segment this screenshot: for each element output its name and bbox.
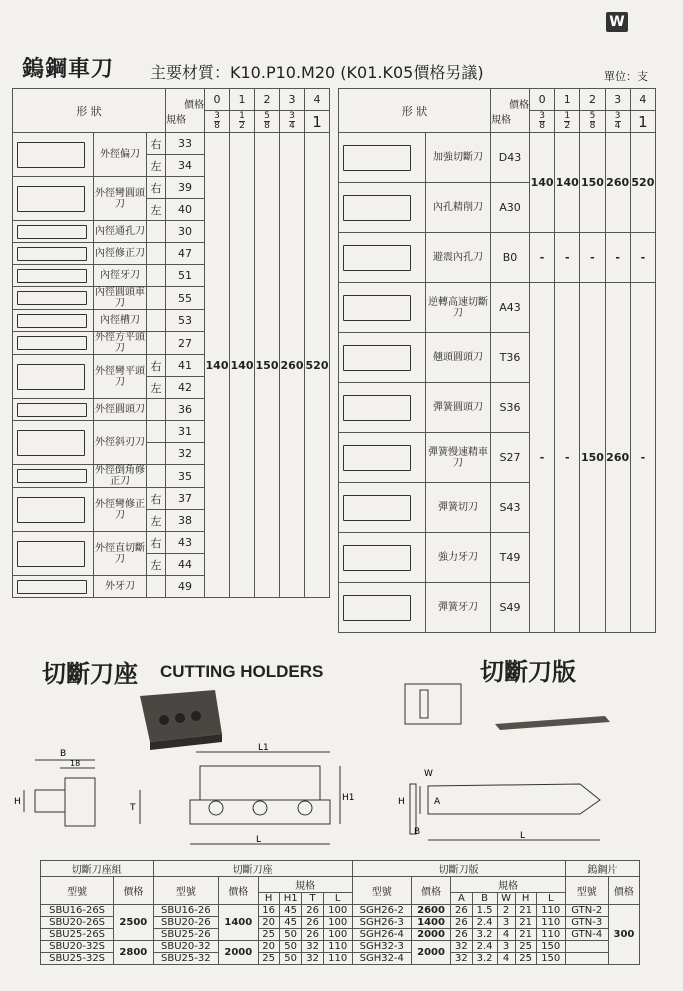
tool-name: 外徑彎平頭刀: [94, 355, 147, 399]
table-cell: 21: [515, 917, 536, 929]
spec-code: S49: [491, 583, 530, 633]
side-cell: [147, 332, 166, 355]
table-cell: 110: [323, 941, 352, 953]
table-cell: 45: [279, 905, 302, 917]
table-cell: SBU20-26: [153, 917, 219, 929]
price-0: -: [530, 283, 555, 633]
table-row: [13, 133, 330, 155]
cutting-holder-title: 切斷刀座: [42, 660, 138, 688]
tool-sketch: [13, 310, 94, 332]
table-cell: 20: [258, 941, 279, 953]
tool-sketch: [13, 355, 94, 399]
price-spec-header: 價格 規格: [491, 89, 530, 133]
table-cell: 20: [258, 917, 279, 929]
tool-sketch: [339, 233, 426, 283]
cutoff-blade-title: 切斷刀版: [480, 658, 576, 686]
side-cell: [147, 243, 166, 265]
table-cell: SBU16-26S: [41, 905, 114, 917]
table-cell: 2000: [219, 941, 258, 965]
tool-name: 內徑牙刀: [94, 265, 147, 287]
dim-b: B: [60, 749, 67, 759]
table-cell: SGH26-4: [352, 929, 411, 941]
tool-sketch: [13, 265, 94, 287]
side-cell: 左: [147, 199, 166, 221]
tool-sketch: [13, 576, 94, 598]
tool-sketch: [13, 465, 94, 488]
side-cell: 左: [147, 554, 166, 576]
table-cell: 50: [279, 929, 302, 941]
side-cell: [147, 399, 166, 421]
table-cell: 2.4: [472, 917, 497, 929]
size-4: 1: [630, 111, 655, 133]
blade-drawing: [410, 784, 600, 840]
table-row: [339, 133, 656, 183]
side-cell: 左: [147, 510, 166, 532]
side-cell: [147, 576, 166, 598]
price-1: 140: [555, 133, 580, 233]
spec-code: 37: [166, 488, 205, 510]
spec-code: A43: [491, 283, 530, 333]
page-title: 鎢鋼車刀: [22, 57, 115, 82]
table-cell: 切斷刀版: [352, 861, 565, 877]
dim-t: T: [130, 803, 136, 813]
spec-code: 47: [166, 243, 205, 265]
price-4: -: [630, 233, 655, 283]
spec-code: 35: [166, 465, 205, 488]
tool-sketch: [339, 383, 426, 433]
table-cell: 26: [302, 917, 323, 929]
price-0: -: [530, 233, 555, 283]
price-2: -: [580, 233, 605, 283]
holder-spec-table: [40, 860, 640, 965]
table-cell: GTN-4: [565, 929, 608, 941]
size-1: $\frac{1}{2}$: [230, 111, 255, 133]
table-cell: 32: [302, 953, 323, 965]
table-cell: 2600: [411, 905, 450, 917]
spec-code: S27: [491, 433, 530, 483]
side-cell: [147, 443, 166, 465]
table-cell: 26: [302, 905, 323, 917]
table-cell: SBU25-26: [153, 929, 219, 941]
table-cell: 鎢鋼片: [565, 861, 639, 877]
table-cell: SBU20-32S: [41, 941, 114, 953]
tool-name: 外牙刀: [94, 576, 147, 598]
table-cell: 26: [451, 929, 472, 941]
table-cell: 3: [497, 917, 515, 929]
tool-sketch: [13, 243, 94, 265]
right-tool-table: 形 狀 價格 規格 0 1 2 3 4 $\frac{3}{8}$ $\frac{1}{2}$ $\frac{5}{8}$ $\frac{3}{4}$ 1 加強切斷刀 D43 140 140 150 260 520 內孔精削刀 A30 避震內孔刀 B0 - - - - - 逆轉高速切斷刀 A43 - - 150 260 - 翹頭圓頭刀 T36 彈簧圓頭刀 S36 彈簧慢速精車刀 S27 彈簧切刀 S43 強力牙刀 T49 彈簧牙刀 S49: [338, 88, 656, 633]
col-3: 3: [280, 89, 305, 111]
tool-sketch: [13, 332, 94, 355]
tool-name: 彈簧牙刀: [426, 583, 491, 633]
table-cell: SBU25-26S: [41, 929, 114, 941]
price-0: 140: [205, 133, 230, 598]
shape-header: 形 狀: [13, 89, 166, 133]
tool-name: 避震內孔刀: [426, 233, 491, 283]
table-cell: SGH26-2: [352, 905, 411, 917]
table-cell: 26: [451, 917, 472, 929]
dim-l2: L: [520, 831, 526, 841]
table-cell: 3: [497, 941, 515, 953]
table-cell: 32: [451, 941, 472, 953]
holder-photo: [140, 690, 222, 750]
tool-sketch: [13, 532, 94, 576]
table-cell: GTN-3: [565, 917, 608, 929]
cutting-holder-title-en: CUTTING HOLDERS: [160, 662, 324, 681]
spec-code: A30: [491, 183, 530, 233]
holder-drawings: [0, 680, 683, 860]
tool-name: 外徑偏刀: [94, 133, 147, 177]
table-cell: 2800: [114, 941, 153, 965]
table-cell: SGH32-4: [352, 953, 411, 965]
table-cell: 50: [279, 941, 302, 953]
blade-holder-diagram: [405, 684, 461, 724]
spec-code: 32: [166, 443, 205, 465]
price-4: 520: [630, 133, 655, 233]
table-cell: B: [472, 893, 497, 905]
table-cell: 切斷刀座組: [41, 861, 154, 877]
tool-sketch: [339, 183, 426, 233]
table-cell: 32: [451, 953, 472, 965]
tool-sketch: [13, 133, 94, 177]
table-cell: 2: [497, 905, 515, 917]
table-cell: 規格: [258, 877, 352, 893]
tool-name: 外徑彎圓頭刀: [94, 177, 147, 221]
dim-w: W: [424, 769, 433, 779]
table-cell: 45: [279, 917, 302, 929]
size-2: $\frac{5}{8}$: [580, 111, 605, 133]
table-cell: 150: [536, 941, 565, 953]
col-4: 4: [305, 89, 330, 111]
table-cell: [565, 953, 608, 965]
table-cell: 110: [536, 917, 565, 929]
side-cell: [147, 421, 166, 443]
side-cell: [147, 310, 166, 332]
tool-sketch: [13, 177, 94, 221]
table-cell: 價格: [219, 877, 258, 905]
table-cell: A: [451, 893, 472, 905]
col-1: 1: [230, 89, 255, 111]
spec-code: 53: [166, 310, 205, 332]
tool-name: 內徑修正刀: [94, 243, 147, 265]
tool-name: 內孔精削刀: [426, 183, 491, 233]
unit-label: 單位：支: [604, 70, 648, 83]
table-cell: L: [536, 893, 565, 905]
dim-b2: B: [414, 827, 421, 837]
tool-name: 內徑圓頭車刀: [95, 287, 145, 309]
table-cell: W: [497, 893, 515, 905]
price-1: -: [555, 233, 580, 283]
spec-code: 36: [166, 399, 205, 421]
tool-sketch: [13, 287, 94, 310]
side-cell: 右: [147, 355, 166, 377]
tool-name: 外徑直切斷刀: [94, 532, 147, 576]
size-3: $\frac{3}{4}$: [280, 111, 305, 133]
price-0: 140: [530, 133, 555, 233]
size-2: $\frac{5}{8}$: [255, 111, 280, 133]
spec-code: 31: [166, 421, 205, 443]
table-cell: 型號: [153, 877, 219, 905]
tool-name: 外徑方平頭刀: [95, 332, 145, 354]
tool-sketch: [339, 583, 426, 633]
tool-name: 外徑斜刃刀: [94, 421, 147, 465]
tool-sketch: [13, 421, 94, 465]
table-row: [41, 905, 640, 917]
table-cell: 100: [323, 917, 352, 929]
tool-sketch: [339, 133, 426, 183]
table-cell: 1.5: [472, 905, 497, 917]
col-0: 0: [205, 89, 230, 111]
table-cell: 型號: [41, 877, 114, 905]
spec-code: 41: [166, 355, 205, 377]
left-tool-table: [12, 88, 330, 598]
spec-code: 42: [166, 377, 205, 399]
price-3: -: [605, 233, 630, 283]
table-cell: T: [302, 893, 323, 905]
size-0: $\frac{3}{8}$: [530, 111, 555, 133]
table-cell: 110: [536, 929, 565, 941]
spec-code: 27: [166, 332, 205, 355]
tool-sketch: [339, 283, 426, 333]
spec-code: 33: [166, 133, 205, 155]
tool-name: 彈簧慢速精車刀: [426, 433, 491, 483]
table-cell: 2500: [114, 905, 153, 941]
table-cell: SBU20-32: [153, 941, 219, 953]
table-cell: 110: [323, 953, 352, 965]
table-cell: 3.2: [472, 953, 497, 965]
dim-h1: H1: [342, 793, 355, 803]
table-cell: 型號: [565, 877, 608, 905]
tool-name: 外徑彎修正刀: [94, 488, 147, 532]
table-row: [339, 233, 656, 283]
tool-name: 逆轉高速切斷刀: [426, 283, 491, 333]
side-cell: [147, 465, 166, 488]
table-cell: 4: [497, 953, 515, 965]
size-4: 1: [305, 111, 330, 133]
table-cell: SGH26-3: [352, 917, 411, 929]
table-cell: 100: [323, 905, 352, 917]
tool-name: 加強切斷刀: [426, 133, 491, 183]
table-cell: 規格: [451, 877, 565, 893]
tool-sketch: [339, 433, 426, 483]
tool-name: 內徑槽刀: [94, 310, 147, 332]
table-cell: H: [515, 893, 536, 905]
table-row: [339, 283, 656, 333]
tool-sketch: [13, 221, 94, 243]
table-cell: GTN-2: [565, 905, 608, 917]
table-cell: 1400: [411, 917, 450, 929]
table-cell: L: [323, 893, 352, 905]
spec-code: 49: [166, 576, 205, 598]
side-cell: 左: [147, 155, 166, 177]
price-2: 150: [580, 133, 605, 233]
table-cell: 100: [323, 929, 352, 941]
price-4: 520: [305, 133, 330, 598]
table-cell: 25: [515, 953, 536, 965]
spec-code: 30: [166, 221, 205, 243]
material-note: 主要材質：K10.P10.M20 (K01.K05價格另議): [150, 63, 484, 82]
spec-code: 43: [166, 532, 205, 554]
price-3: 260: [605, 133, 630, 233]
price-1: 140: [230, 133, 255, 598]
table-cell: SBU16-26: [153, 905, 219, 917]
side-cell: [147, 221, 166, 243]
size-3: $\frac{3}{4}$: [605, 111, 630, 133]
spec-code: T49: [491, 533, 530, 583]
table-cell: 110: [536, 905, 565, 917]
table-cell: 1400: [219, 905, 258, 941]
size-1: $\frac{1}{2}$: [555, 111, 580, 133]
spec-code: 40: [166, 199, 205, 221]
col-2: 2: [255, 89, 280, 111]
price-1: -: [555, 283, 580, 633]
table-cell: 26: [302, 929, 323, 941]
table-cell: 150: [536, 953, 565, 965]
table-cell: 50: [279, 953, 302, 965]
spec-code: 39: [166, 177, 205, 199]
tool-sketch: [13, 488, 94, 532]
price-spec-header: 價格 規格: [166, 89, 205, 133]
price-2: 150: [580, 283, 605, 633]
tool-name: 外徑倒角修正刀: [95, 465, 145, 487]
tool-name: 彈簧切刀: [426, 483, 491, 533]
dim-l: L: [256, 835, 262, 845]
table-cell: 3.2: [472, 929, 497, 941]
side-cell: 右: [147, 488, 166, 510]
table-cell: SBU20-26S: [41, 917, 114, 929]
side-cell: [147, 265, 166, 287]
side-cell: [147, 287, 166, 310]
table-cell: 26: [451, 905, 472, 917]
tool-name: 彈簧圓頭刀: [426, 383, 491, 433]
table-cell: 300: [608, 905, 639, 965]
table-cell: 16: [258, 905, 279, 917]
dim-18: 18: [70, 759, 81, 768]
dim-a: A: [434, 797, 441, 807]
side-cell: 右: [147, 177, 166, 199]
table-cell: 32: [302, 941, 323, 953]
table-row: [41, 941, 640, 953]
spec-code: B0: [491, 233, 530, 283]
size-0: $\frac{3}{8}$: [205, 111, 230, 133]
price-4: -: [630, 283, 655, 633]
side-cell: 左: [147, 377, 166, 399]
blade-photo: [495, 716, 610, 730]
tool-sketch: [13, 399, 94, 421]
table-cell: 價格: [608, 877, 639, 905]
tool-sketch: [339, 483, 426, 533]
table-cell: SBU25-32S: [41, 953, 114, 965]
price-3: 260: [605, 283, 630, 633]
table-cell: 21: [515, 929, 536, 941]
spec-code: 34: [166, 155, 205, 177]
tool-name: 內徑通孔刀: [94, 221, 147, 243]
spec-code: 38: [166, 510, 205, 532]
table-cell: 2.4: [472, 941, 497, 953]
spec-code: D43: [491, 133, 530, 183]
table-cell: 4: [497, 929, 515, 941]
dim-h2: H: [398, 797, 405, 807]
spec-code: 44: [166, 554, 205, 576]
spec-code: S43: [491, 483, 530, 533]
side-cell: 右: [147, 133, 166, 155]
tool-sketch: [339, 533, 426, 583]
table-cell: 25: [258, 929, 279, 941]
dim-l1: L1: [258, 743, 269, 753]
brand-logo: W: [606, 12, 628, 32]
table-cell: SGH32-3: [352, 941, 411, 953]
table-cell: 切斷刀座: [153, 861, 352, 877]
table-cell: SBU25-32: [153, 953, 219, 965]
spec-code: S36: [491, 383, 530, 433]
dim-h: H: [14, 797, 21, 807]
table-cell: 25: [258, 953, 279, 965]
price-2: 150: [255, 133, 280, 598]
table-cell: H: [258, 893, 279, 905]
spec-code: 51: [166, 265, 205, 287]
table-cell: 價格: [411, 877, 450, 905]
table-cell: 2000: [411, 929, 450, 941]
tool-name: 外徑圓頭刀: [94, 399, 147, 421]
table-cell: 2000: [411, 941, 450, 965]
table-cell: 21: [515, 905, 536, 917]
table-cell: 25: [515, 941, 536, 953]
price-3: 260: [280, 133, 305, 598]
side-cell: 右: [147, 532, 166, 554]
table-cell: 價格: [114, 877, 153, 905]
table-cell: H1: [279, 893, 302, 905]
tool-name: 強力牙刀: [426, 533, 491, 583]
tool-name: 翹頭圓頭刀: [426, 333, 491, 383]
table-cell: [565, 941, 608, 953]
table-cell: 型號: [352, 877, 411, 905]
section-view: [24, 760, 95, 826]
holder-side-view: [140, 752, 340, 844]
spec-code: 55: [166, 287, 205, 310]
tool-sketch: [339, 333, 426, 383]
shape-header: 形 狀: [339, 89, 491, 133]
spec-code: T36: [491, 333, 530, 383]
